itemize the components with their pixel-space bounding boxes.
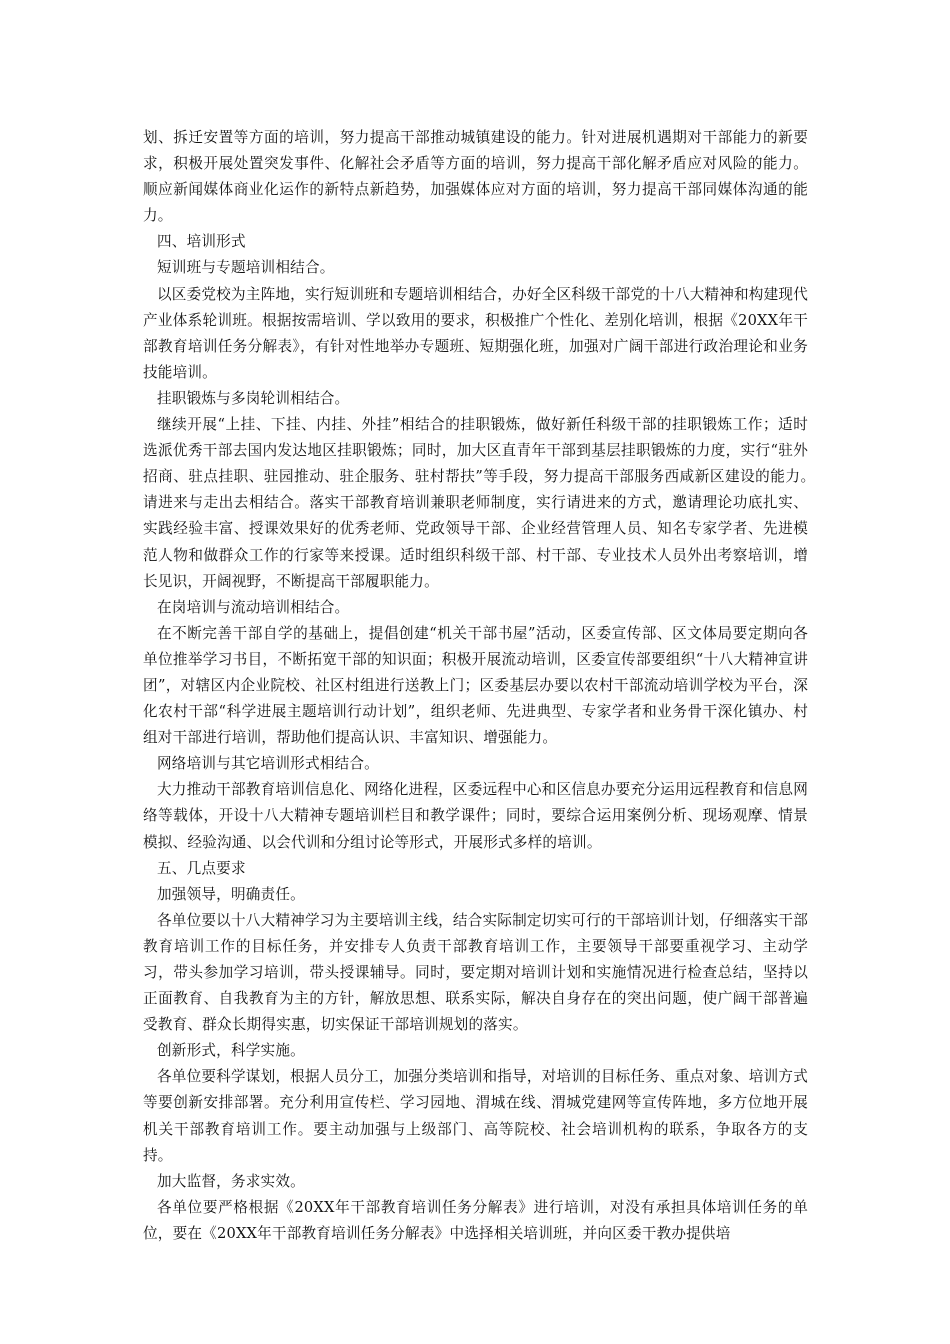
paragraph-p06: 继续开展“上挂、下挂、内挂、外挂”相结合的挂职锻炼，做好新任科级干部的挂职锻炼工作；适时选派优秀干部去国内发达地区挂职锻炼；同时，加大区直青年干部到基层挂职锻炼的力度，实行“驻外招商、驻点挂职、驻园推动、驻企服务、驻村帮扶”等手段，努力提高干部服务西咸新区建设的能力。 请进来与走出去相结合。落实干部教育培训兼职老师制度，实行请进来的方式，邀请理论功底扎实、实践经验丰富、授课效果好的优秀老师、党政领导干部、企业经营管理人员、知名专家学者、先进模范人物和做群众工作的行家等来授课。适时组织科级干部、村干部、专业技术人员外出考察培训，增长见识，开阔视野，不断提高干部履职能力。 [143, 416, 823, 590]
paragraph-p14: 创新形式，科学实施。 [157, 1042, 305, 1060]
paragraph-p11: 五、几点要求 [157, 859, 246, 877]
paragraph-p01: 划、拆迁安置等方面的培训，努力提高干部推动城镇建设的能力。针对进展机遇期对干部能力的新要求，积极开展处置突发事件、化解社会矛盾等方面的培训，努力提高干部化解矛盾应对风险的能力。顺应新闻媒体商业化运作的新特点新趋势，加强媒体应对方面的培训，努力提高干部同媒体沟通的能力。 [143, 129, 808, 225]
paragraph-p05: 挂职锻炼与多岗轮训相结合。 [157, 389, 350, 407]
document-body [143, 125, 823, 1247]
paragraph-p08: 在不断完善干部自学的基础上，提倡创建“机关干部书屋”活动，区委宣传部、区文体局要定期向各单位推举学习书目，不断拓宽干部的知识面；积极开展流动培训，区委宣传部要组织“十八大精神宣讲团”，对辖区内企业院校、社区村组进行送教上门；区委基层办要以农村干部流动培训学校为平台，深化农村干部“科学进展主题培训行动计划”，组织老师、先进典型、专家学者和业务骨干深化镇办、村组对干部进行培训，帮助他们提高认识、丰富知识、增强能力。 [143, 624, 808, 747]
paragraph-p13: 各单位要以十八大精神学习为主要培训主线，结合实际制定切实可行的干部培训计划，仔细落实干部教育培训工作的目标任务，并安排专人负责干部教育培训工作，主要领导干部要重视学习、主动学习，带头参加学习培训，带头授课辅导。同时，要定期对培训计划和实施情况进行检查总结，坚持以正面教育、自我教育为主的方针，解放思想、联系实际，解决自身存在的突出问题，使广阔干部普遍受教育、群众长期得实惠，切实保证干部培训规划的落实。 [143, 911, 808, 1034]
paragraph-p03: 短训班与专题培训相结合。 [157, 259, 335, 277]
paragraph-p17: 各单位要严格根据《20XX年干部教育培训任务分解表》进行培训，对没有承担具体培训任务的单位，要在《20XX年干部教育培训任务分解表》中选择相关培训班，并向区委干教办提供培 [143, 1198, 808, 1242]
paragraph-p02: 四、培训形式 [157, 233, 246, 251]
paragraph-p16: 加大监督，务求实效。 [157, 1172, 305, 1190]
paragraph-p12: 加强领导，明确责任。 [157, 885, 305, 903]
paragraph-p04: 以区委党校为主阵地，实行短训班和专题培训相结合，办好全区科级干部党的十八大精神和构建现代产业体系轮训班。根据按需培训、学以致用的要求，积极推广个性化、差别化培训，根据《20XX年干部教育培训任务分解表》，有针对性地举办专题班、短期强化班，加强对广阔干部进行政治理论和业务技能培训。 [143, 285, 808, 381]
paragraph-p10: 大力推动干部教育培训信息化、网络化进程，区委远程中心和区信息办要充分运用远程教育和信息网络等载体，开设十八大精神专题培训栏目和教学课件；同时，要综合运用案例分析、现场观摩、情景模拟、经验沟通、以会代训和分组讨论等形式，开展形式多样的培训。 [143, 781, 808, 851]
paragraph-p09: 网络培训与其它培训形式相结合。 [157, 755, 379, 773]
paragraph-p15: 各单位要科学谋划，根据人员分工，加强分类培训和指导，对培训的目标任务、重点对象、培训方式等要创新安排部署。充分利用宣传栏、学习园地、渭城在线、渭城党建网等宣传阵地，多方位地开展机关干部教育培训工作。要主动加强与上级部门、高等院校、社会培训机构的联系，争取各方的支持。 [143, 1068, 808, 1164]
paragraph-p07: 在岗培训与流动培训相结合。 [157, 598, 350, 616]
